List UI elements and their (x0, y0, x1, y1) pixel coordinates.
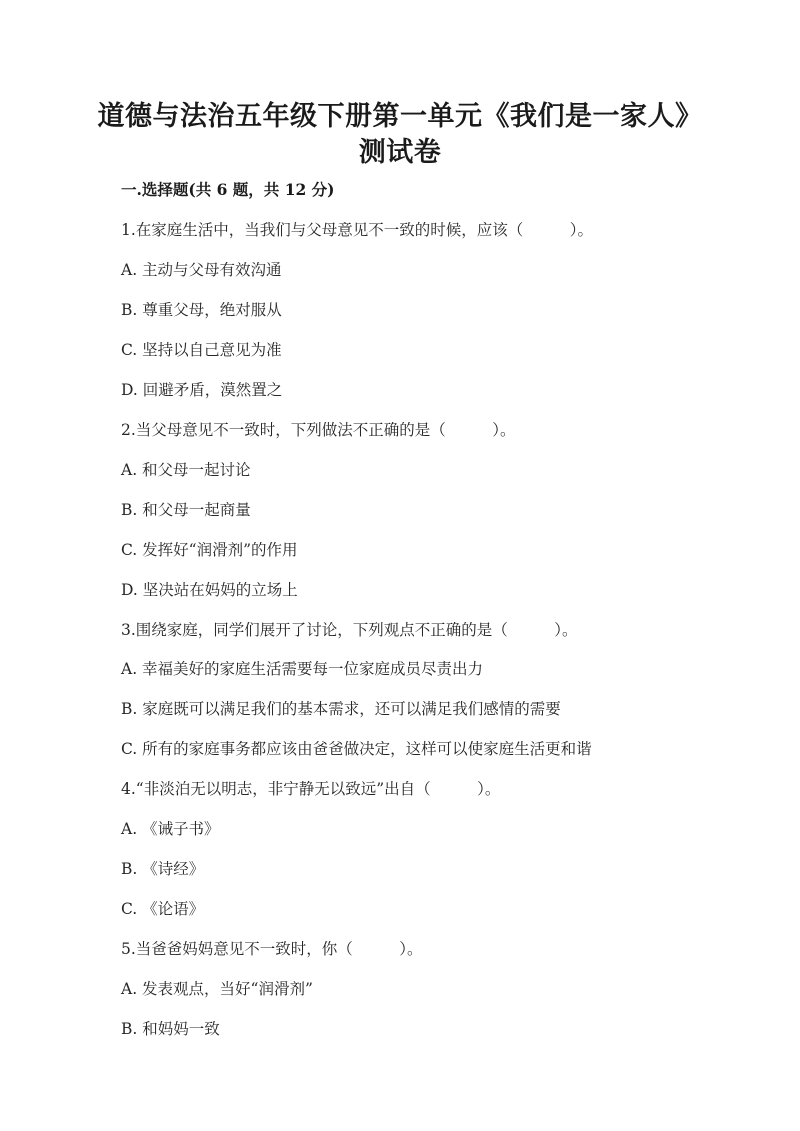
question-5-stem: 5.当爸爸妈妈意见不一致时，你（ ）。 (121, 940, 423, 958)
question-1-option-a: A. 主动与父母有效沟通 (121, 261, 282, 279)
question-5-option-b: B. 和妈妈一致 (121, 1020, 220, 1038)
exam-title-continued: 测试卷 (358, 137, 442, 168)
question-1-option-b: B. 尊重父母，绝对服从 (121, 301, 282, 319)
question-1-option-d: D. 回避矛盾，漠然置之 (121, 381, 283, 399)
question-4-option-a: A. 《诫子书》 (121, 820, 220, 838)
exam-title: 道德与法治五年级下册第一单元《我们是一家人》 (97, 101, 703, 132)
question-1-stem: 1.在家庭生活中，当我们与父母意见不一致的时候，应该（ ）。 (121, 221, 594, 239)
question-2-stem: 2.当父母意见不一致时，下列做法不正确的是（ ）。 (121, 421, 516, 439)
question-1-option-c: C. 坚持以自己意见为准 (121, 341, 282, 359)
question-4-option-c: C. 《论语》 (121, 900, 205, 918)
question-5-option-a: A. 发表观点，当好“润滑剂” (121, 980, 313, 998)
question-2-option-c: C. 发挥好“润滑剂”的作用 (121, 541, 298, 559)
question-4-stem: 4.“非淡泊无以明志，非宁静无以致远”出自（ ）。 (121, 780, 501, 798)
question-2-option-a: A. 和父母一起讨论 (121, 461, 251, 479)
question-2-option-d: D. 坚决站在妈妈的立场上 (121, 581, 298, 599)
question-3-stem: 3.围绕家庭，同学们展开了讨论，下列观点不正确的是（ ）。 (121, 621, 578, 639)
question-3-option-a: A. 幸福美好的家庭生活需要每一位家庭成员尽责出力 (121, 660, 484, 678)
question-2-option-b: B. 和父母一起商量 (121, 501, 251, 519)
question-3-option-b: B. 家庭既可以满足我们的基本需求，还可以满足我们感情的需要 (121, 700, 561, 718)
question-3-option-c: C. 所有的家庭事务都应该由爸爸做决定，这样可以使家庭生活更和谐 (121, 740, 592, 758)
question-4-option-b: B. 《诗经》 (121, 860, 205, 878)
section-heading: 一.选择题(共 6 题，共 12 分) (121, 180, 335, 199)
